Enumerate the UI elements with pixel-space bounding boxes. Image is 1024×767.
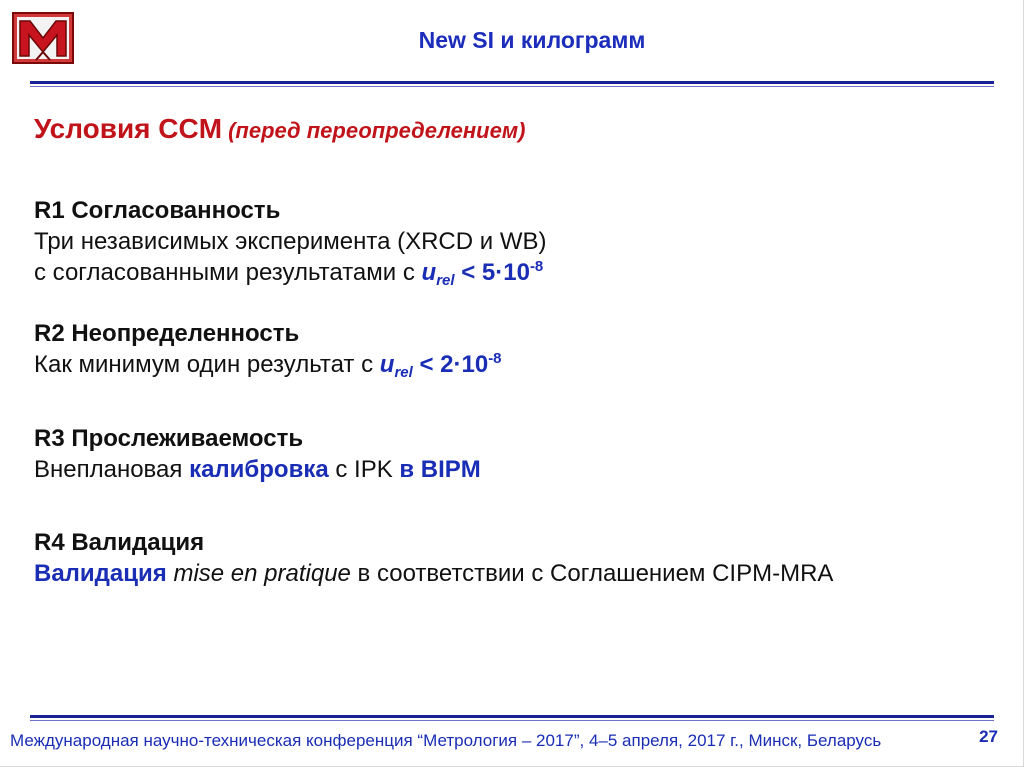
requirement-text: в соответствии с Соглашением CIPM-MRA — [350, 560, 834, 587]
footer-conference-text: Международная научно-техническая конференция “Метрология – 2017”, 4–5 апреля, 2017 г., Минск, Беларусь — [10, 731, 882, 750]
page-number: 27 — [979, 727, 998, 746]
requirement-line — [34, 349, 502, 380]
highlight-validation: Валидация — [34, 560, 167, 587]
requirement-r3 — [34, 423, 481, 485]
mise-en-pratique-text: mise en pratique — [166, 560, 351, 587]
highlight-bipm: в BIPM — [399, 456, 481, 483]
requirement-heading: R2 Неопределенность — [34, 320, 300, 347]
header-divider — [30, 81, 994, 87]
requirement-r4 — [34, 527, 833, 589]
requirement-line — [34, 454, 481, 485]
highlight-calibration: калибровка — [189, 456, 329, 483]
requirement-line — [34, 257, 546, 288]
requirement-heading: R1 Согласованность — [34, 197, 281, 224]
requirement-text: с согласованными результатами с — [34, 259, 422, 286]
section-title-main: Условия CCM — [34, 113, 223, 144]
requirement-r1 — [34, 195, 546, 288]
uncertainty-symbol: $u_{rel}$ — [379, 351, 413, 381]
requirement-text: с IPK — [328, 456, 400, 483]
section-title-subtitle: (перед переопределением) — [228, 118, 526, 143]
uncertainty-limit: < $5\cdot 10^{-8}$ — [454, 258, 544, 286]
requirement-heading: R3 Прослеживаемость — [34, 425, 304, 452]
section-title — [34, 113, 525, 145]
slide-header-title: New SI и килограмм — [418, 27, 646, 53]
footer-divider — [30, 715, 994, 721]
uncertainty-limit: < $2\cdot 10^{-8}$ — [412, 350, 502, 378]
requirement-text: Как минимум один результат с — [34, 351, 380, 378]
uncertainty-symbol: $u_{rel}$ — [421, 259, 455, 289]
requirement-r2 — [34, 318, 502, 380]
requirement-line — [34, 558, 833, 589]
requirement-text: Внеплановая — [34, 456, 190, 483]
requirement-line: Три независимых эксперимента (XRCD и WB) — [34, 228, 547, 255]
requirement-heading: R4 Валидация — [34, 529, 205, 556]
